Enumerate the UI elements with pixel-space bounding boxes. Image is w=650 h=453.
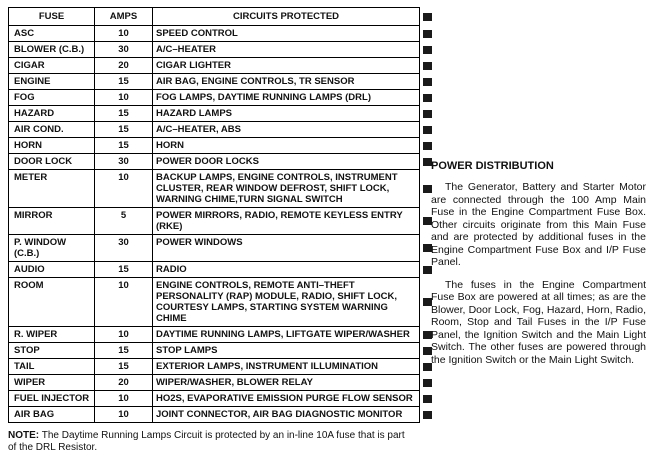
fuse-circuits-text: FOG LAMPS, DAYTIME RUNNING LAMPS (DRL)	[156, 92, 371, 103]
row-edge-mark	[423, 395, 432, 403]
fuse-circuits-text: WIPER/WASHER, BLOWER RELAY	[156, 377, 313, 388]
power-distribution-section	[431, 160, 646, 376]
fuse-circuits-text: A/C–HEATER	[156, 44, 216, 55]
fuse-circuits-cell	[153, 26, 420, 42]
table-row	[9, 278, 420, 327]
fuse-circuits-text: A/C–HEATER, ABS	[156, 124, 241, 135]
row-edge-mark	[423, 379, 432, 387]
fuse-amps-cell: 10	[95, 26, 153, 42]
table-row	[9, 343, 420, 359]
fuse-circuits-cell	[153, 58, 420, 74]
fuse-amps-cell: 10	[95, 278, 153, 327]
fuse-circuits-text: HAZARD LAMPS	[156, 108, 232, 119]
section-title: POWER DISTRIBUTION	[431, 160, 554, 172]
fuse-name-cell: DOOR LOCK	[9, 154, 95, 170]
fuse-amps-cell: 30	[95, 154, 153, 170]
note-text: The Daytime Running Lamps Circuit is protected by an in-line 10A fuse that is part of the DRL Resistor.	[8, 430, 405, 453]
fuse-circuits-text: POWER WINDOWS	[156, 237, 243, 248]
table-row	[9, 42, 420, 58]
fuse-circuits-cell	[153, 278, 420, 327]
fuse-amps-cell: 15	[95, 106, 153, 122]
fuse-amps-cell: 10	[95, 170, 153, 208]
fuse-amps-cell: 10	[95, 327, 153, 343]
fuse-name-cell: CIGAR	[9, 58, 95, 74]
header-row	[9, 8, 420, 26]
fuse-amps-cell: 20	[95, 58, 153, 74]
fuse-name-cell: ROOM	[9, 278, 95, 327]
fuse-circuits-text: DAYTIME RUNNING LAMPS, LIFTGATE WIPER/WASHER	[156, 329, 410, 340]
fuse-name-cell: FUEL INJECTOR	[9, 391, 95, 407]
col-header-amps: AMPS	[95, 8, 153, 26]
fuse-name-cell: HAZARD	[9, 106, 95, 122]
fuse-table-header	[9, 8, 420, 26]
fuse-name-cell: AUDIO	[9, 262, 95, 278]
fuse-circuits-text: JOINT CONNECTOR, AIR BAG DIAGNOSTIC MONITOR	[156, 409, 403, 420]
row-edge-mark	[423, 46, 432, 54]
fuse-name-cell: MIRROR	[9, 208, 95, 235]
col-header-fuse: FUSE	[9, 8, 95, 26]
fuse-circuits-cell	[153, 327, 420, 343]
fuse-amps-cell: 10	[95, 407, 153, 423]
fuse-amps-cell: 15	[95, 74, 153, 90]
fuse-circuits-text: BACKUP LAMPS, ENGINE CONTROLS, INSTRUMENT CLUSTER, REAR WINDOW DEFROST, SHIFT LOCK, WARNING CHIME,TURN SIGNAL SWITCH	[156, 172, 398, 205]
table-row	[9, 327, 420, 343]
row-edge-mark	[423, 411, 432, 419]
fuse-circuits-text: HORN	[156, 140, 184, 151]
table-row	[9, 58, 420, 74]
table-row	[9, 26, 420, 42]
table-row	[9, 208, 420, 235]
table-row	[9, 375, 420, 391]
fuse-name-cell: STOP	[9, 343, 95, 359]
table-row	[9, 359, 420, 375]
fuse-name-cell: AIR BAG	[9, 407, 95, 423]
note-label: NOTE:	[8, 430, 40, 441]
fuse-circuits-cell	[153, 154, 420, 170]
fuse-amps-cell: 15	[95, 138, 153, 154]
fuse-circuits-text: STOP LAMPS	[156, 345, 218, 356]
fuse-name-cell: TAIL	[9, 359, 95, 375]
row-edge-mark	[423, 110, 432, 118]
fuse-circuits-cell	[153, 359, 420, 375]
row-edge-mark	[423, 30, 432, 38]
fuse-amps-cell: 15	[95, 359, 153, 375]
fuse-name-cell: R. WIPER	[9, 327, 95, 343]
row-edge-mark	[423, 13, 432, 21]
fuse-circuits-cell	[153, 407, 420, 423]
table-row	[9, 391, 420, 407]
fuse-amps-cell: 15	[95, 122, 153, 138]
fuse-circuits-cell	[153, 375, 420, 391]
note	[8, 430, 414, 453]
row-edge-mark	[423, 142, 432, 150]
fuse-name-cell: ENGINE	[9, 74, 95, 90]
fuse-name-cell: P. WINDOW (C.B.)	[9, 235, 95, 262]
table-row	[9, 138, 420, 154]
fuse-table-body	[9, 26, 420, 423]
table-row	[9, 74, 420, 90]
fuse-amps-cell: 20	[95, 375, 153, 391]
fuse-circuits-cell	[153, 208, 420, 235]
fuse-circuits-text: EXTERIOR LAMPS, INSTRUMENT ILLUMINATION	[156, 361, 379, 372]
table-row	[9, 106, 420, 122]
fuse-circuits-cell	[153, 122, 420, 138]
fuse-name-cell: BLOWER (C.B.)	[9, 42, 95, 58]
fuse-circuits-text: ENGINE CONTROLS, REMOTE ANTI–THEFT PERSONALITY (RAP) MODULE, RADIO, SHIFT LOCK, COURTESY LAMPS, STARTING SYSTEM WARNING CHIME	[156, 280, 398, 324]
fuse-circuits-text: RADIO	[156, 264, 187, 275]
power-distribution-paragraph-2: The fuses in the Engine Compartment Fuse Box are powered at all times; as are the Blower, Door Lock, Fog, Hazard, Horn, Radio, Room, Stop and Tail Fuses in the I/P Fuse Panel, the Ignition Switch and the Main Light Switch. The other fuses are powered through the Ignition Switch or the Main Light Switch.	[431, 278, 646, 366]
power-distribution-paragraph-1: The Generator, Battery and Starter Motor are connected through the 100 Amp Main Fuse in the Engine Compartment Fuse Box. Other circuits originate from this Main Fuse and are protected by additional fuses in the Engine Compartment Fuse Box and I/P Fuse Panel.	[431, 181, 646, 268]
table-row	[9, 407, 420, 423]
fuse-circuits-cell	[153, 138, 420, 154]
fuse-amps-cell: 10	[95, 391, 153, 407]
fuse-circuits-cell	[153, 343, 420, 359]
fuse-circuits-cell	[153, 235, 420, 262]
fuse-amps-cell: 30	[95, 42, 153, 58]
fuse-circuits-cell	[153, 262, 420, 278]
fuse-name-cell: AIR COND.	[9, 122, 95, 138]
row-edge-mark	[423, 94, 432, 102]
fuse-amps-cell: 5	[95, 208, 153, 235]
fuse-circuits-text: AIR BAG, ENGINE CONTROLS, TR SENSOR	[156, 76, 355, 87]
row-edge-mark	[423, 62, 432, 70]
fuse-name-cell: METER	[9, 170, 95, 208]
fuse-circuits-cell	[153, 106, 420, 122]
fuse-circuits-text: HO2S, EVAPORATIVE EMISSION PURGE FLOW SENSOR	[156, 393, 413, 404]
fuse-name-cell: FOG	[9, 90, 95, 106]
table-row	[9, 170, 420, 208]
fuse-name-cell: HORN	[9, 138, 95, 154]
table-row	[9, 262, 420, 278]
fuse-circuits-cell	[153, 90, 420, 106]
fuse-amps-cell: 15	[95, 343, 153, 359]
table-row	[9, 90, 420, 106]
fuse-circuits-cell	[153, 391, 420, 407]
fuse-circuits-text: POWER MIRRORS, RADIO, REMOTE KEYLESS ENTRY (RKE)	[156, 210, 403, 232]
fuse-amps-cell: 30	[95, 235, 153, 262]
fuse-circuits-cell	[153, 42, 420, 58]
fuse-amps-cell: 15	[95, 262, 153, 278]
table-row	[9, 154, 420, 170]
table-row	[9, 122, 420, 138]
fuse-amps-cell: 10	[95, 90, 153, 106]
fuse-name-cell: WIPER	[9, 375, 95, 391]
fuse-circuits-cell	[153, 170, 420, 208]
col-header-circuits	[153, 8, 420, 26]
fuse-circuits-text: CIGAR LIGHTER	[156, 60, 231, 71]
fuse-table-section	[8, 7, 420, 453]
fuse-circuits-text: SPEED CONTROL	[156, 28, 238, 39]
fuse-circuits-text: POWER DOOR LOCKS	[156, 156, 259, 167]
row-edge-mark	[423, 78, 432, 86]
fuse-table	[8, 7, 420, 423]
row-edge-mark	[423, 126, 432, 134]
fuse-name-cell: ASC	[9, 26, 95, 42]
table-row	[9, 235, 420, 262]
fuse-circuits-cell	[153, 74, 420, 90]
col-header-circuits-label: CIRCUITS PROTECTED	[232, 11, 340, 22]
